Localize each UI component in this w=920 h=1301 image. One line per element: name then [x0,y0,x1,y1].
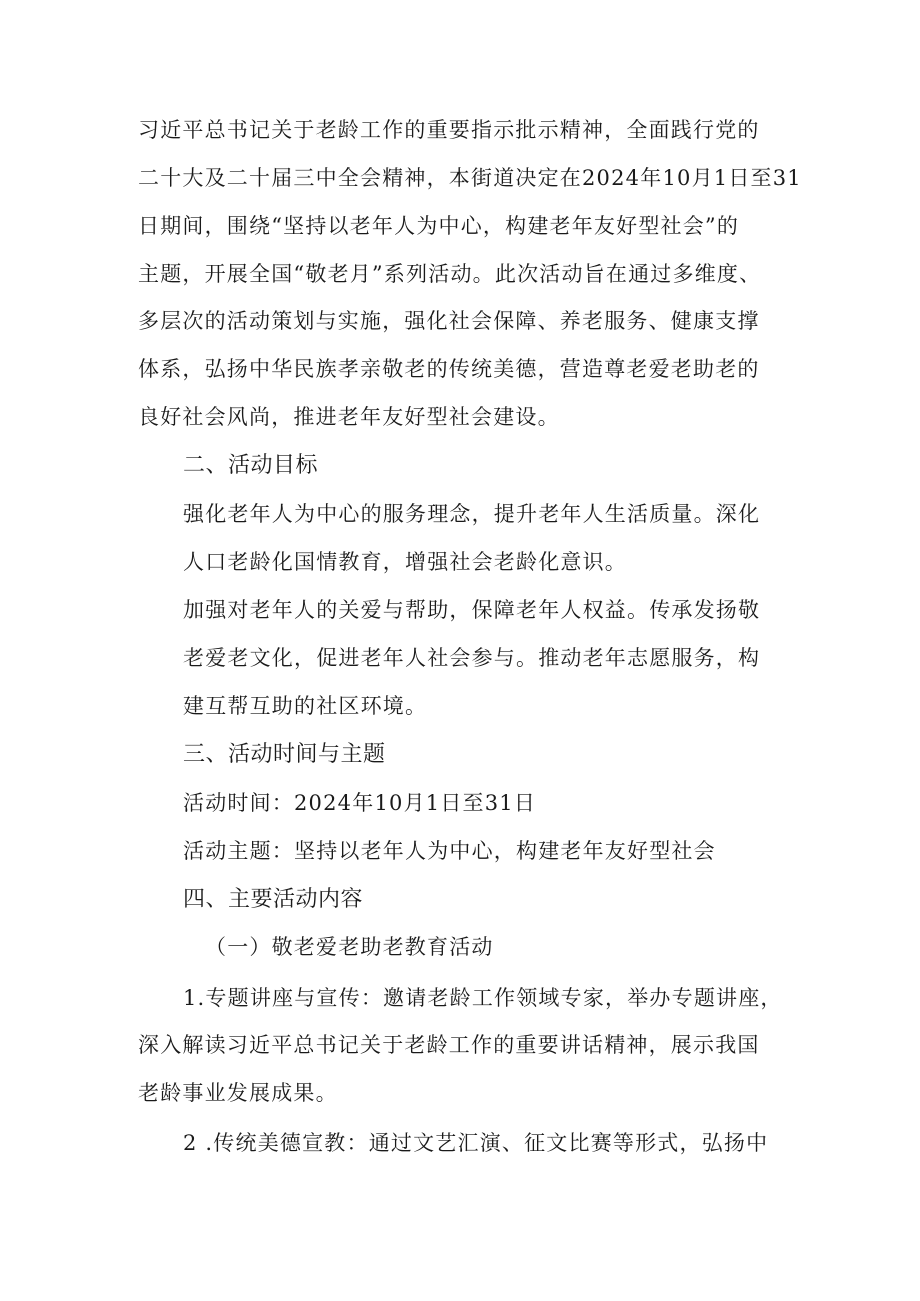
objectives-line-4: 老爱老文化，促进老年人社会参与。推动老年志愿服务，构 [183,646,761,670]
intro-line-3: 日期间，围绕“坚持以老年人为中心，构建老年友好型社会”的 [138,214,740,238]
objectives-line-1: 强化老年人为中心的服务理念，提升老年人生活质量。深化 [183,502,761,526]
objectives-line-2: 人口老龄化国情教育，增强社会老龄化意识。 [183,550,627,574]
objectives-line-3: 加强对老年人的关爱与帮助，保障老年人权益。传承发扬敬 [183,598,761,622]
intro-line-4: 主题，开展全国“敬老月”系列活动。此次活动旨在通过多维度、 [138,262,762,286]
intro-line-2: 二十大及二十届三中全会精神，本街道决定在2024年10月1日至31 [138,166,802,190]
objectives-line-5: 建互帮互助的社区环境。 [183,694,428,718]
item1-line-2: 深入解读习近平总书记关于老龄工作的重要讲话精神，展示我国 [138,1033,760,1057]
subsection-heading-education: （一）敬老爱老助老教育活动 [205,935,494,959]
intro-line-5: 多层次的活动策划与实施，强化社会保障、养老服务、健康支撑 [138,309,760,333]
intro-line-6: 体系，弘扬中华民族孝亲敬老的传统美德，营造尊老爱老助老的 [138,357,760,381]
intro-line-1: 习近平总书记关于老龄工作的重要指示批示精神，全面践行党的 [138,118,760,142]
section-heading-time-theme: 三、活动时间与主题 [183,742,386,767]
item2-line-1: 2 .传统美德宣教：通过文艺汇演、征文比赛等形式，弘扬中 [183,1131,769,1155]
activity-theme: 活动主题：坚持以老年人为中心，构建老年友好型社会 [183,839,716,863]
activity-time: 活动时间：2024年10月1日至31日 [183,791,537,815]
intro-line-7: 良好社会风尚，推进老年友好型社会建设。 [138,405,560,429]
item1-line-1: 1.专题讲座与宣传：邀请老龄工作领域专家，举办专题讲座， [183,986,783,1010]
item1-line-3: 老龄事业发展成果。 [138,1081,338,1105]
section-heading-main-activities: 四、主要活动内容 [183,887,364,912]
section-heading-objectives: 二、活动目标 [183,453,319,478]
